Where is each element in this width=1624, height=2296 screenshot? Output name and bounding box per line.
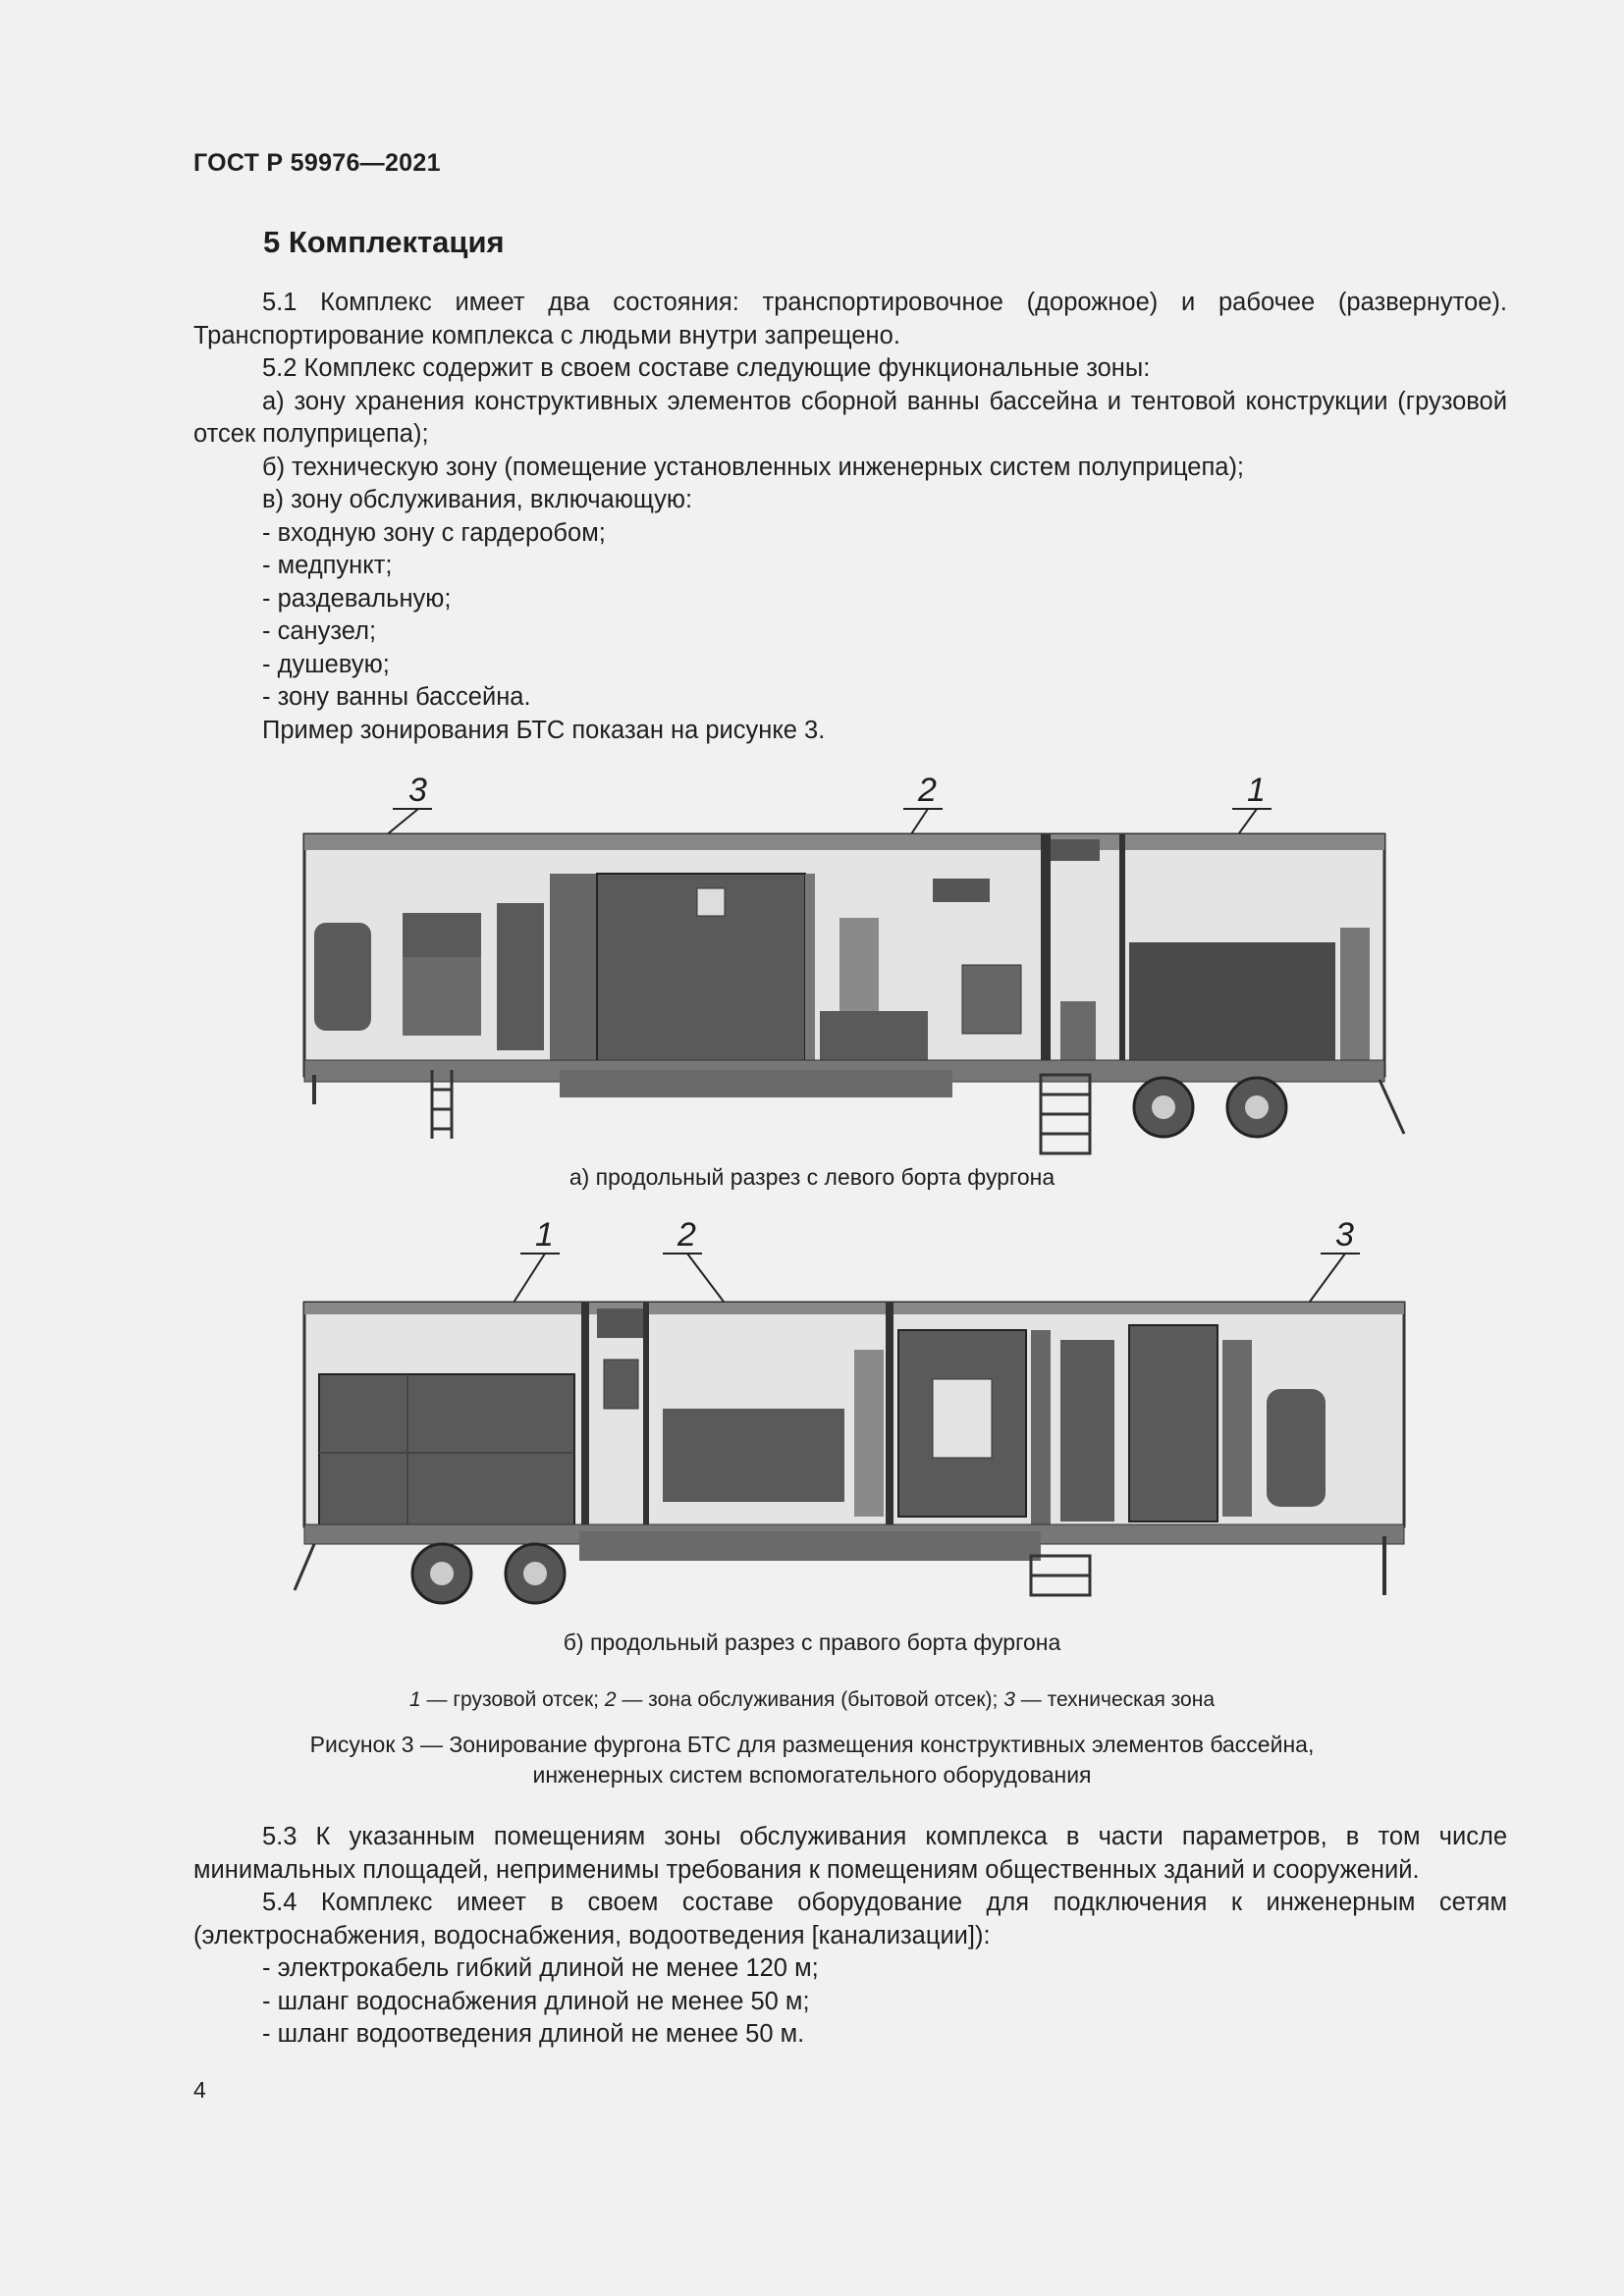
page-number: 4 [193,2077,206,2103]
figure-reference: Пример зонирования БТС показан на рисунке 3. [262,716,826,744]
paragraph-5-1: 5.1 Комплекс имеет два состояния: транспортировочное (дорожное) и рабочее (развернутое). Транспортирование комплекса с людьми внутри запрещено. [193,289,1507,349]
sub-list-item: - шланг водоотведения длиной не менее 50 м. [262,2020,805,2048]
trailer-left-section-drawing [285,766,1424,1158]
top-text-block [193,287,1507,747]
legend-number: 1 [408,1688,421,1711]
callout-3: 3 [408,772,427,809]
sub-list-item: - медпункт; [262,552,393,579]
callout-2: 2 [918,772,937,809]
figure-title [0,1730,1624,1790]
legend-number: 2 [604,1688,617,1711]
sub-list-item: - шланг водоснабжения длиной не менее 50 м; [262,1987,810,2015]
figure-title-line: инженерных систем вспомогательного оборудования [532,1762,1092,1788]
document-code: ГОСТ Р 59976—2021 [193,149,441,177]
figure-legend [0,1688,1624,1712]
section-title: 5 Комплектация [263,225,505,259]
legend-text: — зона обслуживания (бытовой отсек); [616,1688,1004,1711]
callout-2: 2 [677,1216,696,1254]
sub-list-item: - электрокабель гибкий длиной не менее 120 м; [262,1954,819,1982]
sub-list-item: - душевую; [262,650,390,678]
bottom-text-block [193,1821,1507,2052]
paragraph-5-3: 5.3 К указанным помещениям зоны обслуживания комплекса в части параметров, в том числе минимальных площадей, неприменимы требования к помещениям общественных зданий и сооружений. [193,1823,1507,1884]
sub-list-item: - раздевальную; [262,584,452,613]
callout-1: 1 [535,1216,554,1254]
callout-1: 1 [1247,772,1266,809]
paragraph-5-4: 5.4 Комплекс имеет в своем составе оборудование для подключения к инженерным сетям (электроснабжения, водоснабжения, водоотведения [канализации]): [193,1889,1507,1949]
legend-text: — техническая зона [1014,1688,1216,1711]
list-item-v: в) зону обслуживания, включающую: [262,486,693,513]
trailer-right-section-drawing [285,1212,1424,1605]
paragraph-5-2: 5.2 Комплекс содержит в своем составе следующие функциональные зоны: [262,354,1151,382]
callout-3: 3 [1335,1216,1354,1254]
figure-right-side-section [285,1212,1424,1610]
sub-list-item: - входную зону с гардеробом; [262,518,606,547]
list-item-a: а) зону хранения конструктивных элементов сборной ванны бассейна и тентовой конструкции (грузовой отсек полуприцепа); [193,387,1507,448]
legend-number: 3 [1003,1688,1015,1711]
figure-caption-a: а) продольный разрез с левого борта фургона [568,1164,1056,1190]
figure-title-line: Рисунок 3 — Зонирование фургона БТС для размещения конструктивных элементов бассейна, [309,1732,1315,1757]
sub-list-item: - санузел; [262,617,377,645]
figure-caption-b: б) продольный разрез с правого борта фургона [563,1629,1061,1655]
figure-left-side-section [285,766,1424,1163]
legend-text: — грузовой отсек; [420,1688,605,1711]
list-item-b: б) техническую зону (помещение установленных инженерных систем полуприцепа); [262,453,1245,481]
sub-list-item: - зону ванны бассейна. [262,683,531,711]
